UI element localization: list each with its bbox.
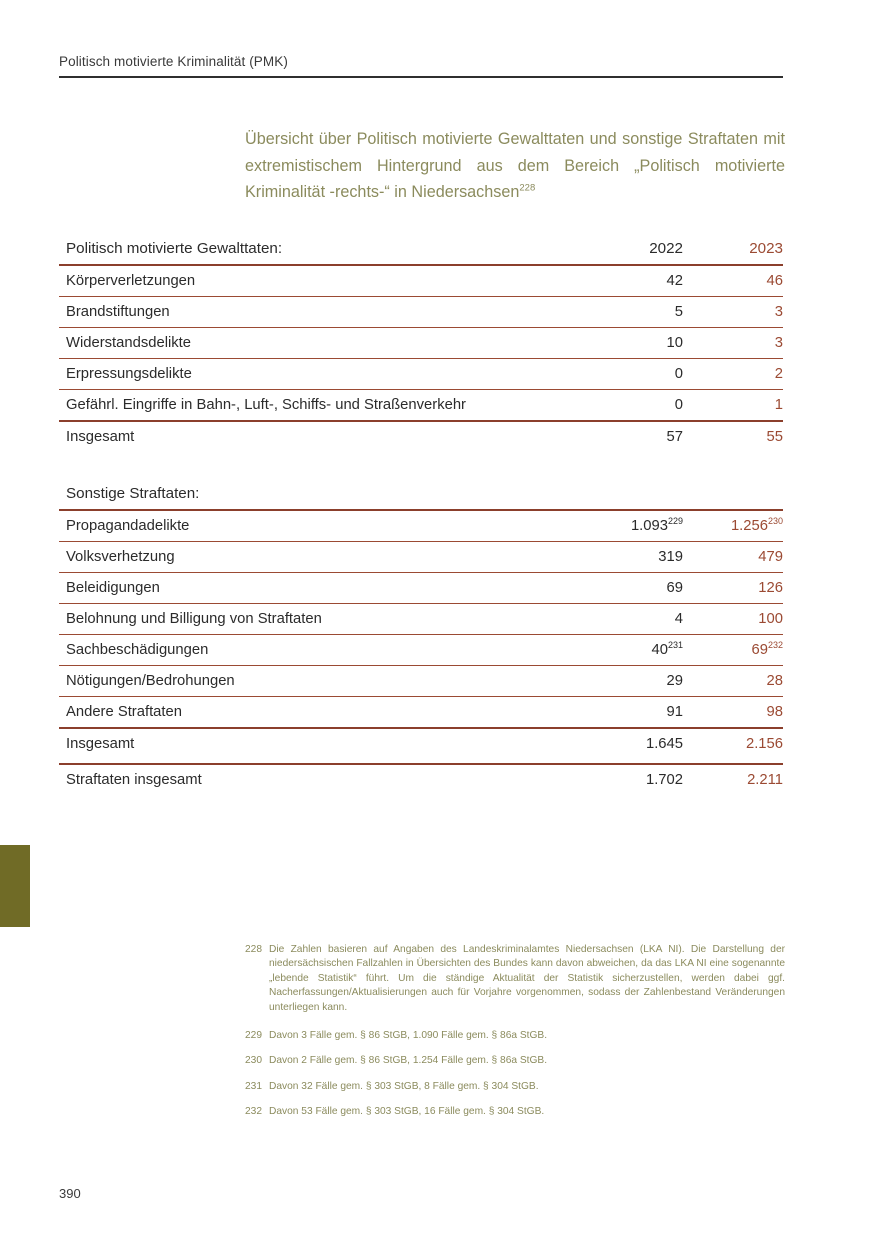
- table-straftaten-insgesamt: [59, 763, 783, 795]
- footnote-text: Davon 32 Fälle gem. § 303 StGB, 8 Fälle gem. § 304 StGB.: [269, 1080, 539, 1092]
- value-text: 29: [666, 673, 683, 689]
- header-divider: [59, 76, 783, 78]
- total-value-2022: 57: [666, 429, 683, 445]
- row-label: Erpressungsdelikte: [59, 359, 563, 390]
- footnotes-section: [245, 943, 785, 1131]
- grand-total-row: [59, 764, 783, 795]
- footnote-number: 228: [245, 944, 262, 955]
- table-row: [59, 359, 783, 390]
- row-value-2022: [563, 542, 683, 573]
- table-header-row: [59, 477, 783, 510]
- row-value-2023: 3: [683, 328, 783, 359]
- total-value-2022: 1.645: [645, 736, 683, 752]
- footnote-item: [245, 1080, 785, 1094]
- row-label: Beleidigungen: [59, 573, 563, 604]
- table-row: [59, 297, 783, 328]
- row-value-2022: [563, 510, 683, 542]
- row-label: Brandstiftungen: [59, 297, 563, 328]
- footnote-item: [245, 1054, 785, 1068]
- row-value-2022: [563, 604, 683, 635]
- value-text: 100: [758, 611, 783, 627]
- value-text: 319: [658, 549, 683, 565]
- footnote-marker: 229: [667, 516, 683, 527]
- row-value-2022: [563, 573, 683, 604]
- table-row: [59, 265, 783, 297]
- row-value-2022: 0: [563, 359, 683, 390]
- table-row: [59, 573, 783, 604]
- row-value-2022: 0: [563, 390, 683, 422]
- row-value-2022: [563, 697, 683, 729]
- row-value-2023: [683, 573, 783, 604]
- column-header-category: Politisch motivierte Gewalttaten:: [59, 232, 563, 265]
- table-total-row: [59, 421, 783, 452]
- row-value-2023: [683, 697, 783, 729]
- footnote-item: [245, 943, 785, 1015]
- row-label: Belohnung und Billigung von Straftaten: [59, 604, 563, 635]
- row-label: Körperverletzungen: [59, 265, 563, 297]
- total-label: Insgesamt: [66, 429, 135, 445]
- row-label: Widerstandsdelikte: [59, 328, 563, 359]
- row-value-2022: [563, 666, 683, 697]
- footnote-text: Davon 2 Fälle gem. § 86 StGB, 1.254 Fälle gem. § 86a StGB.: [269, 1055, 548, 1067]
- column-header-2022: [563, 477, 683, 510]
- table-row: [59, 697, 783, 729]
- column-header-category: Sonstige Straftaten:: [59, 477, 563, 510]
- page-title-text: Übersicht über Politisch motivierte Gewalttaten und sonstige Straftaten mit extremistischem Hintergrund aus dem Bereich „Politisch motivierte Kriminalität -rechts-“ in Niedersachsen: [245, 130, 785, 201]
- footnote-marker: 232: [767, 640, 783, 651]
- page-title-footnote-marker: 228: [519, 182, 536, 194]
- table-row: [59, 666, 783, 697]
- value-text: 40: [651, 642, 668, 658]
- table-sonstige-straftaten: [59, 477, 783, 759]
- value-text: 479: [758, 549, 783, 565]
- row-value-2022: 5: [563, 297, 683, 328]
- grand-total-value-2023: 2.211: [683, 764, 783, 795]
- row-value-2023: 3: [683, 297, 783, 328]
- row-value-2023: [683, 666, 783, 697]
- footnote-marker: 231: [667, 640, 683, 651]
- table-row: [59, 390, 783, 422]
- column-header-2022: 2022: [563, 232, 683, 265]
- running-header: [59, 54, 783, 78]
- row-value-2023: [683, 604, 783, 635]
- footnote-number: 231: [245, 1080, 262, 1092]
- row-value-2023: 46: [683, 265, 783, 297]
- value-text: 4: [674, 611, 683, 627]
- footnote-number: 232: [245, 1106, 262, 1118]
- section-color-tab: [0, 845, 30, 927]
- table-row: [59, 510, 783, 542]
- footnote-item: [245, 1029, 785, 1043]
- table-row: [59, 542, 783, 573]
- row-value-2023: [683, 510, 783, 542]
- value-text: 1.093: [630, 518, 668, 534]
- footnote-text: Davon 3 Fälle gem. § 86 StGB, 1.090 Fälle gem. § 86a StGB.: [269, 1030, 548, 1042]
- row-label: Propagandadelikte: [59, 510, 563, 542]
- footnote-marker: 230: [767, 516, 783, 527]
- row-value-2023: [683, 635, 783, 666]
- row-value-2023: 2: [683, 359, 783, 390]
- row-value-2023: 1: [683, 390, 783, 422]
- row-value-2023: [683, 542, 783, 573]
- row-label: Nötigungen/Bedrohungen: [59, 666, 563, 697]
- page-number: 390: [59, 1186, 81, 1201]
- table-total-row: [59, 728, 783, 759]
- grand-total-label: Straftaten insgesamt: [59, 764, 563, 795]
- value-text: 126: [758, 580, 783, 596]
- value-text: 98: [766, 704, 783, 720]
- total-value-2023: 55: [766, 429, 783, 445]
- total-label: Insgesamt: [66, 736, 135, 752]
- table-politisch-motivierte-gewalttaten: [59, 232, 783, 452]
- row-label: Sachbeschädigungen: [59, 635, 563, 666]
- column-header-2023: 2023: [683, 232, 783, 265]
- table-header-row: [59, 232, 783, 265]
- footnote-text: Davon 53 Fälle gem. § 303 StGB, 16 Fälle gem. § 304 StGB.: [269, 1106, 545, 1118]
- footnote-item: [245, 1105, 785, 1119]
- table-row: [59, 635, 783, 666]
- column-header-2023: [683, 477, 783, 510]
- table-row: [59, 328, 783, 359]
- footnote-text: Die Zahlen basieren auf Angaben des Landeskriminalamtes Niedersachsen (LKA NI). Die Darstellung der niedersächsischen Fallzahlen in Übersichten des Bundes kann davon abweichen, da das LKA NI eine sogenannte „lebende Statistik“ führt. Um die ständige Aktualität der Statistik sicherzustellen, werden dabei ggf. Nacherfassungen/Aktualisierungen auch für Vorjahre vorgenommen, sodass der Zahlenbestand Veränderungen unterliegen kann.: [269, 944, 785, 1013]
- total-value-2023: 2.156: [745, 736, 783, 752]
- footnote-number: 229: [245, 1030, 262, 1042]
- value-text: 1.256: [730, 518, 768, 534]
- row-label: Andere Straftaten: [59, 697, 563, 729]
- page-title: [245, 126, 785, 206]
- row-value-2022: 10: [563, 328, 683, 359]
- value-text: 69: [666, 580, 683, 596]
- value-text: 69: [751, 642, 768, 658]
- footnote-number: 230: [245, 1055, 262, 1067]
- running-header-text: Politisch motivierte Kriminalität (PMK): [59, 54, 288, 69]
- grand-total-value-2022: 1.702: [563, 764, 683, 795]
- value-text: 91: [666, 704, 683, 720]
- row-label: Volksverhetzung: [59, 542, 563, 573]
- value-text: 28: [766, 673, 783, 689]
- row-value-2022: 42: [563, 265, 683, 297]
- table-row: [59, 604, 783, 635]
- row-value-2022: [563, 635, 683, 666]
- row-label: Gefährl. Eingriffe in Bahn-, Luft-, Schiffs- und Straßenverkehr: [59, 390, 563, 422]
